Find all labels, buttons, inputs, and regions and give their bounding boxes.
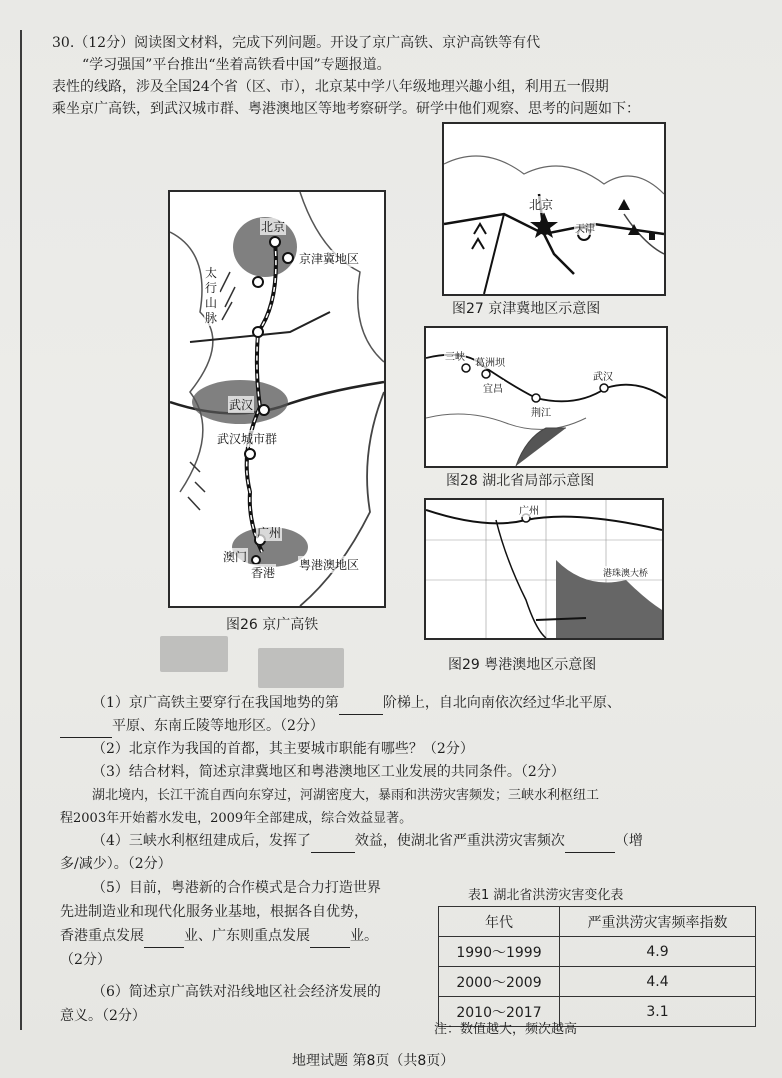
q5-block bbox=[60, 876, 430, 972]
label-jingjinji: 京津冀地区 bbox=[299, 252, 360, 266]
q2-line: （2）北京作为我国的首都，其主要城市职能有哪些？（2分） bbox=[92, 741, 474, 757]
material-line-1: 湖北境内，长江干流自西向东穿过，河湖密度大，暴雨和洪涝灾害频发；三峡水利枢纽工 bbox=[92, 788, 600, 803]
redacted-patch-1 bbox=[160, 636, 228, 672]
intro-line-3: 表性的线路，涉及全国24个省（区、市），北京某中学八年级地理兴趣小组，利用五一假期 bbox=[52, 79, 609, 95]
q4-blank-2[interactable] bbox=[565, 852, 615, 853]
label-beijing-27: 北京 bbox=[529, 198, 554, 212]
table-title: 表1 湖北省洪涝灾害变化表 bbox=[468, 888, 624, 903]
label-tianjin-27: 天津 bbox=[574, 220, 596, 235]
map-fig28-hubei bbox=[424, 326, 668, 468]
intro-line-1: 30.（12分）阅读图文材料，完成下列问题。开设了京广高铁、京沪高铁等有代 bbox=[52, 35, 541, 51]
q5-blank-2[interactable] bbox=[310, 947, 350, 948]
label-sanxia: 三峡 bbox=[444, 348, 466, 363]
q5-blank-1[interactable] bbox=[144, 947, 184, 948]
q4-line-2: 多/减少）。（2分） bbox=[60, 856, 172, 872]
header-frequency: 严重洪涝灾害频率指数 bbox=[559, 907, 755, 937]
label-wuhan: 武汉 bbox=[229, 398, 254, 412]
label-bridge-29: 港珠澳大桥 bbox=[602, 566, 649, 579]
label-taihang: 太行山脉 bbox=[204, 266, 220, 326]
label-gezhouba: 葛洲坝 bbox=[474, 354, 506, 369]
cell-era: 2010～2017 bbox=[439, 997, 560, 1027]
intro-line-2: “学习强国”平台推出“坐着高铁看中国”专题报道。 bbox=[82, 57, 391, 73]
map-fig27-jingjinji bbox=[442, 122, 666, 296]
label-hongkong: 香港 bbox=[251, 566, 276, 580]
q5-line-4: （2分） bbox=[60, 952, 111, 968]
map-fig29-yuegangao bbox=[424, 498, 664, 640]
flood-table bbox=[438, 906, 756, 1027]
material-line-2: 程2003年开始蓄水发电，2009年全部建成，综合效益显著。 bbox=[60, 811, 413, 826]
cell-index: 3.1 bbox=[559, 997, 755, 1027]
q6-block bbox=[60, 980, 430, 1028]
intro-line-4: 乘坐京广高铁，到武汉城市群、粤港澳地区等地考察研学。研学中他们观察、思考的问题如下： bbox=[52, 101, 640, 117]
map-fig26-jingguang-hsr bbox=[168, 190, 386, 608]
q4-blank-1[interactable] bbox=[311, 852, 355, 853]
q3-line: （3）结合材料，简述京津冀地区和粤港澳地区工业发展的共同条件。（2分） bbox=[92, 764, 565, 780]
question-intro bbox=[52, 32, 762, 120]
label-guangzhou: 广州 bbox=[257, 526, 282, 540]
questions-block bbox=[60, 692, 760, 876]
label-yuegangao: 粤港澳地区 bbox=[299, 558, 360, 572]
q6-line-2: 意义。（2分） bbox=[60, 1008, 146, 1024]
fig28-caption: 图28 湖北省局部示意图 bbox=[446, 473, 595, 489]
q5-line-2: 先进制造业和现代化服务业基地，根据各自优势， bbox=[60, 904, 368, 920]
label-wuhan-group: 武汉城市群 bbox=[217, 432, 278, 446]
table-header-row bbox=[439, 907, 756, 937]
header-era: 年代 bbox=[439, 907, 560, 937]
label-macau: 澳门 bbox=[223, 550, 248, 564]
q5-line-3: 香港重点发展 业、广东则重点发展 业。 bbox=[60, 924, 430, 948]
q1-blank-1[interactable] bbox=[339, 714, 383, 715]
label-yichang: 宜昌 bbox=[482, 380, 504, 395]
table-row bbox=[439, 967, 756, 997]
cell-era: 1990～1999 bbox=[439, 937, 560, 967]
q1-line-2: 平原、东南丘陵等地形区。（2分） bbox=[60, 715, 760, 738]
q6-line-1: （6）简述京广高铁对沿线地区社会经济发展的 bbox=[92, 984, 381, 1000]
cell-index: 4.4 bbox=[559, 967, 755, 997]
fig26-caption: 图26 京广高铁 bbox=[226, 617, 319, 633]
page-footer: 地理试题 第8页（共8页） bbox=[292, 1053, 455, 1069]
fig29-caption: 图29 粤港澳地区示意图 bbox=[448, 657, 597, 673]
q4-line: （4）三峡水利枢纽建成后，发挥了 效益，使湖北省严重洪涝灾害频次 （增 bbox=[60, 830, 760, 853]
label-guangzhou-29: 广州 bbox=[518, 502, 540, 517]
cell-index: 4.9 bbox=[559, 937, 755, 967]
label-jingjiang: 荆江 bbox=[530, 404, 552, 419]
fig27-caption: 图27 京津冀地区示意图 bbox=[452, 301, 601, 317]
cell-era: 2000～2009 bbox=[439, 967, 560, 997]
label-wuhan-28: 武汉 bbox=[592, 368, 614, 383]
label-beijing: 北京 bbox=[261, 220, 286, 234]
q1-line: （1）京广高铁主要穿行在我国地势的第 阶梯上，自北向南依次经过华北平原、 bbox=[60, 692, 760, 715]
table-note: 注：数值越大，频次越高 bbox=[434, 1022, 578, 1037]
q5-line-1: （5）目前，粤港新的合作模式是合力打造世界 bbox=[92, 880, 381, 896]
redacted-patch-2 bbox=[258, 648, 344, 688]
binding-margin-line bbox=[20, 30, 22, 1030]
table-row bbox=[439, 937, 756, 967]
